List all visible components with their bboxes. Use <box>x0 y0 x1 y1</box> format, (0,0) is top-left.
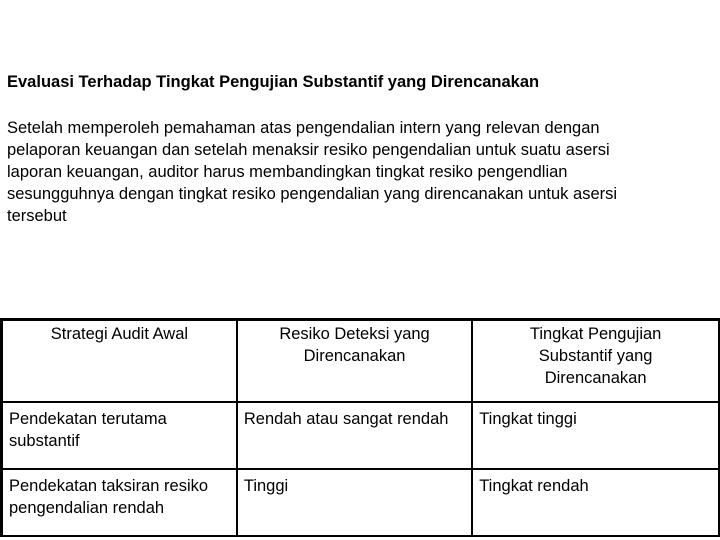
paragraph-line: sesungguhnya dengan tingkat resiko pengendalian yang direncanakan untuk asersi <box>7 185 618 203</box>
intro-paragraph <box>7 117 697 227</box>
audit-strategy-table <box>0 318 720 537</box>
header-strategy <box>2 320 237 403</box>
table-header-row <box>2 320 720 403</box>
header-text: Direncanakan <box>303 347 406 365</box>
cell-text: substantif <box>9 432 80 450</box>
header-text: Direncanakan <box>544 369 647 387</box>
cell-text: Pendekatan terutama <box>9 410 167 428</box>
paragraph-line: tersebut <box>7 207 67 225</box>
cell-test-level: Tingkat rendah <box>472 469 719 536</box>
paragraph-line: Setelah memperoleh pemahaman atas pengendalian intern yang relevan dengan <box>7 119 600 137</box>
header-text: Resiko Deteksi yang <box>279 325 430 343</box>
cell-test-level: Tingkat tinggi <box>472 402 719 469</box>
table-row <box>2 402 720 469</box>
header-detection-risk <box>237 320 472 403</box>
header-text: Substantif yang <box>538 347 653 365</box>
slide-title: Evaluasi Terhadap Tingkat Pengujian Substantif yang Direncanakan <box>7 73 540 91</box>
cell-strategy <box>2 469 237 536</box>
header-text: Tingkat Pengujian <box>529 325 662 343</box>
header-text: Strategi Audit Awal <box>50 325 189 343</box>
paragraph-line: pelaporan keuangan dan setelah menaksir resiko pengendalian untuk suatu asersi <box>7 141 610 159</box>
cell-text: pengendalian rendah <box>9 499 165 517</box>
table-row <box>2 469 720 536</box>
cell-detection-risk: Tinggi <box>237 469 472 536</box>
cell-text: Pendekatan taksiran resiko <box>9 477 209 495</box>
header-test-level <box>472 320 719 403</box>
cell-strategy <box>2 402 237 469</box>
cell-detection-risk: Rendah atau sangat rendah <box>237 402 472 469</box>
paragraph-line: laporan keuangan, auditor harus membandingkan tingkat resiko pengendlian <box>7 163 568 181</box>
